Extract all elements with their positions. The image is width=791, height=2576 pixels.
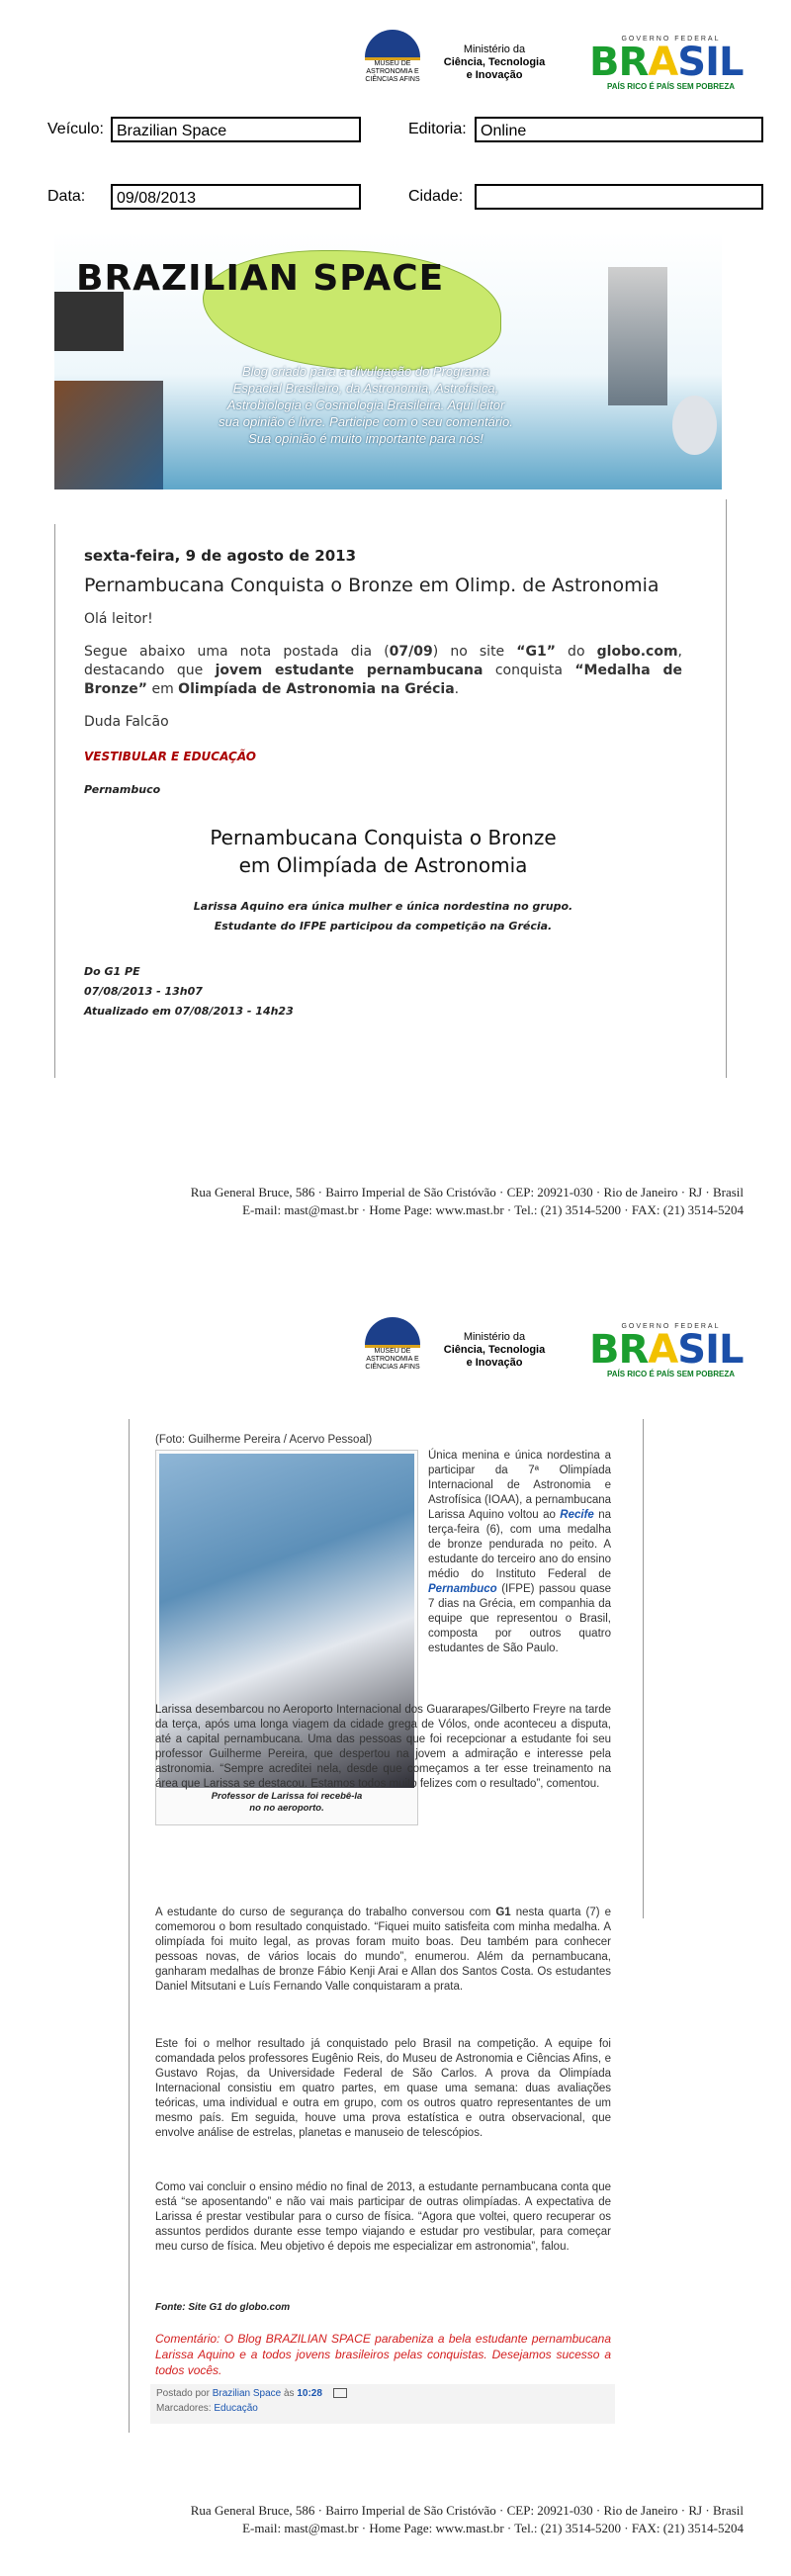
headline-line2: em Olimpíada de Astronomia [238,853,528,877]
data-field[interactable]: 09/08/2013 [111,184,361,210]
article-paragraph-1: Única menina e única nordestina a participar da 7ª Olimpíada Internacional de Astronomia e Astrofísica (IOAA), a pernambucana Larissa Aquino voltou ao Recife na terça-feira (6), com uma medalha de bronze pendurada no peito. A estudante do terceiro ano do ensino médio do Instituto Federal de Pernambuco (IFPE) passou quase 7 dias na Grécia, em companhia da equipe que representou o Brasil, composta por outros quatro estudantes de São Paulo. [428,1450,611,1654]
collage-image [54,381,163,489]
photo-credit: (Foto: Guilherme Pereira / Acervo Pessoal) [155,1434,373,1446]
ministerio-line2: Ciência, Tecnologia [443,56,546,68]
museu-logo-text: MUSEU DE ASTRONOMIA E CIÊNCIAS AFINS [365,60,420,83]
blog-comment: Comentário: O Blog BRAZILIAN SPACE parabeniza a bela estudante pernambucana Larissa Aquino e a todos jovens brasileiros pelas conquistas. Desejamos sucesso a todos vocês. [155,2332,611,2377]
museu-dome-icon [365,1317,420,1348]
cidade-label: Cidade: [408,188,464,205]
blog-banner [54,232,722,489]
email-post-icon[interactable] [333,2388,347,2398]
museu-dome-icon [365,30,420,60]
gov-top-text: GOVERNO FEDERAL [621,36,721,43]
post-title[interactable]: Pernambucana Conquista o Bronze em Olimp. de Astronomia [84,575,659,596]
astronaut-image [672,396,717,455]
brasil-logo [589,36,752,91]
veiculo-field[interactable]: Brazilian Space [111,117,361,142]
article-paragraph-2: Larissa desembarcou no Aeroporto Internacional dos Guararapes/Gilberto Freyre na tarde da terça, após uma longa viagem da cidade grega de Vólos, onde aconteceu a disputa, até a capital pernambucana. Uma das pessoas que foi recepcionar a estudante foi seu professor Guilherme Pereira, que despertou na jovem a admiração e interesse pela astronomia. “Sempre acreditei nela, desde que começamos a ter esse treinamento na área que Larissa se destacou. Estamos todos muito felizes com o resultado”, comentou. [155,1704,611,1790]
brasil-logo-2: GOVERNO FEDERAL BRASIL PAÍS RICO É PAÍS SEM POBREZA [589,1323,752,1378]
author-link[interactable]: Brazilian Space [212,2388,282,2399]
category-label[interactable]: VESTIBULAR E EDUCAÇÃO [84,750,256,763]
post-date: sexta-feira, 9 de agosto de 2013 [84,547,357,565]
editoria-field[interactable]: Online [475,117,763,142]
article-paragraph-5: Como vai concluir o ensino médio no final de 2013, a estudante pernambucana conta que está “se aposentando” e não vai mais participar de outras olimpíadas. A expectativa de Larissa é prestar vestibular para o curso de física. “Agora que voltei, quero recuperar os assuntos perdidos durante esse tempo viajando e estudar pro vestibular, para começar meu curso de física. Meu objetivo é depois me especializar em astronomia”, falou. [155,2181,611,2253]
brasil-slogan: PAÍS RICO É PAÍS SEM POBREZA [606,82,736,91]
brasil-wordmark: BRASIL [589,1327,744,1373]
post-greeting: Olá leitor! [84,611,153,627]
ministerio-logo [435,44,554,82]
banner-title: BRAZILIAN SPACE [76,258,445,299]
brasil-wordmark: BRASIL [589,40,744,85]
post-right-border [726,499,727,1078]
cidade-field[interactable] [475,184,763,210]
editoria-label: Editoria: [408,121,467,137]
veiculo-label: Veículo: [47,121,104,137]
markers-label: Marcadores: [156,2403,212,2414]
ministerio-line1: Ministério da [463,44,526,55]
museu-logo [364,30,421,84]
article-paragraph-4: Este foi o melhor resultado já conquistado pelo Brasil na competição. A equipe foi comandada pelos professores Eugênio Reis, do Museu de Astronomia e Ciências Afins, e Gustavo Rojas, da Universidade Federal de São Carlos. A prova da Olimpíada Internacional consistiu em quatro partes, em quase uma semana: duas avaliações teóricas, uma individual e outra em grupo, com os outros quatro representantes de um mesmo país. Em seguida, houve uma prova estatística e outra observacional, que envolve análise de estrelas, planetas e manuseio de telescópios. [155,2038,611,2139]
region-label: Pernambuco [84,783,161,796]
recife-link[interactable]: Recife [560,1509,594,1521]
post-time-link[interactable]: 10:28 [297,2388,322,2399]
pernambuco-link[interactable]: Pernambuco [428,1583,497,1595]
satellite-image [54,292,124,351]
source-note: Fonte: Site G1 do globo.com [155,2302,291,2313]
posted-by-text: Postado por [156,2388,210,2399]
photo-caption: Professor de Larissa foi recebê-la no no aeroporto. [211,1791,363,1814]
post-intro: Segue abaixo uma nota postada dia (07/09) no site “G1” do globo.com, destacando que jovem estudante pernambucana conquista “Medalha de Bronze” em Olimpíada de Astronomia na Grécia. [84,644,682,697]
ministerio-line3: e Inovação [466,69,523,81]
post-author: Duda Falcão [84,714,169,730]
post-meta: Postado por Brazilian Space às 10:28 Marcadores: Educação [150,2384,615,2424]
headline-line1: Pernambucana Conquista o Bronze [210,826,557,849]
article-right-border [643,1419,644,1918]
banner-description: Blog criado para a divulgação do Programa Espacial Brasileiro, da Astronomia, Astrofísica, Astrobiologia e Cosmologia Brasileira. Aqui leitor sua opinião é livre. Participe com o seu comentário. Sua opinião é muito importante para nós! [219,364,513,446]
article-left-border [129,1419,130,2433]
museu-logo-2: MUSEU DE ASTRONOMIA E CIÊNCIAS AFINS [364,1317,421,1372]
data-label: Data: [47,188,86,205]
ministerio-logo-2: Ministério da Ciência, Tecnologia e Inovação [443,1331,546,1369]
article-paragraph-3: A estudante do curso de segurança do trabalho conversou com G1 nesta quarta (7) e comemorou o bom resultado conquistado. “Fiquei muito satisfeita com minha medalha. A olimpíada foi muito legal, as provas foram muito boas. Deu também para conhecer pessoas novas, de vários locais do mundo”, enumerou. Além da pernambucana, ganharam medalhas de bronze Fábio Kenji Arai e Allan dos Santos Costa. Os estudantes Daniel Mitsutani e Luís Fernando Valle conquistaram a prata. [155,1907,611,1993]
blog-post [84,547,682,1022]
marker-link[interactable]: Educação [214,2403,258,2414]
article-subtitle: Larissa Aquino era única mulher e única nordestina no grupo. Estudante do IFPE participou da competição na Grécia. [193,900,573,933]
rocket-image [608,267,667,405]
article-source: Do G1 PE 07/08/2013 - 13h07 Atualizado em 07/08/2013 - 14h23 [84,965,294,1018]
page2-footer: Rua General Bruce, 586 · Bairro Imperial de São Cristóvão · CEP: 20921-030 · Rio de Janeiro · RJ · Brasil E-mail: mast@mast.br · Home Page: www.mast.br · Tel.: (21) 3514-5200 · FAX: (21) 3514-5204 [190,2503,744,2535]
post-left-border [54,524,55,1078]
article-headline [84,824,682,879]
page1-footer: Rua General Bruce, 586 · Bairro Imperial de São Cristóvão · CEP: 20921-030 · Rio de Janeiro · RJ · Brasil E-mail: mast@mast.br · Home Page: www.mast.br · Tel.: (21) 3514-5200 · FAX: (21) 3514-5204 [190,1185,744,1217]
